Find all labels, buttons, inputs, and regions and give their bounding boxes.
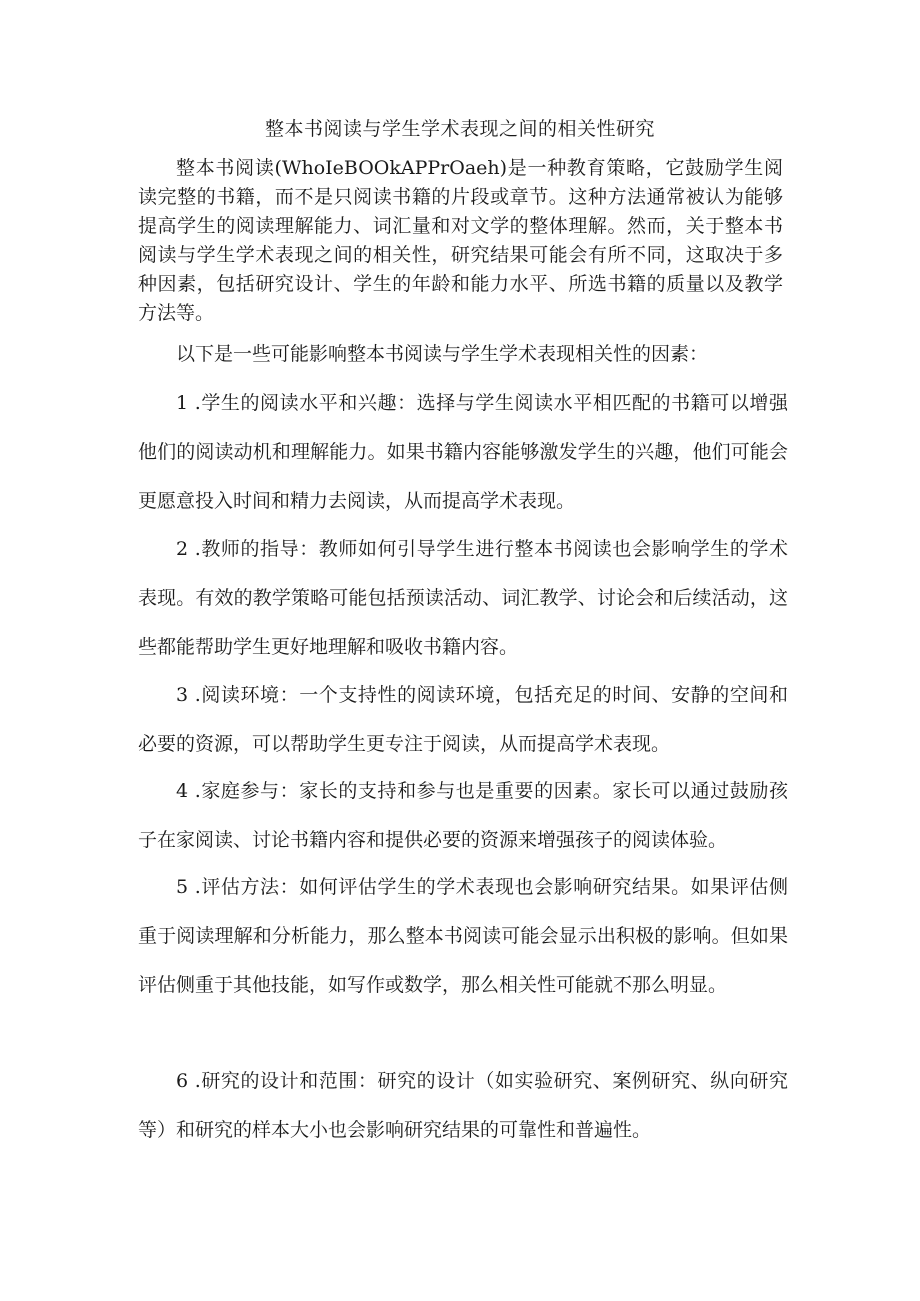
factor-number: 5: [176, 876, 189, 898]
factor-item-5: 5 .评估方法：如何评估学生的学术表现也会影响研究结果。如果评估侧重于阅读理解和分析能力，那么整本书阅读可能会显示出积极的影响。但如果评估侧重于其他技能，如写作或数学，那么相关性可能就不那么明显。: [138, 876, 788, 996]
factor-text: 研究的设计和范围：研究的设计（如实验研究、案例研究、纵向研究等）和研究的样本大小也会影响研究结果的可靠性和普遍性。: [138, 1070, 788, 1141]
factor-text: 评估方法：如何评估学生的学术表现也会影响研究结果。如果评估侧重于阅读理解和分析能力，那么整本书阅读可能会显示出积极的影响。但如果评估侧重于其他技能，如写作或数学，那么相关性可能就不那么明显。: [138, 876, 788, 996]
factor-text: 阅读环境：一个支持性的阅读环境，包括充足的时间、安静的空间和必要的资源，可以帮助学生更专注于阅读，从而提高学术表现。: [138, 684, 788, 755]
intro-paragraph: 整本书阅读(WhoIeBOOkAPPrOaeh)是一种教育策略，它鼓励学生阅读完整的书籍，而不是只阅读书籍的片段或章节。这种方法通常被认为能够提高学生的阅读理解能力、词汇量和对文学的整体理解。然而，关于整本书阅读与学生学术表现之间的相关性，研究结果可能会有所不同，这取决于多种因素，包括研究设计、学生的年龄和能力水平、所选书籍的质量以及教学方法等。: [138, 157, 783, 324]
factor-number: 2: [176, 538, 189, 560]
factors-lead-sentence: 以下是一些可能影响整本书阅读与学生学术表现相关性的因素：: [176, 343, 709, 365]
factor-number: 6: [176, 1070, 189, 1092]
factor-item-3: 3 .阅读环境：一个支持性的阅读环境，包括充足的时间、安静的空间和必要的资源，可以帮助学生更专注于阅读，从而提高学术表现。: [138, 684, 788, 755]
factor-item-4: 4 .家庭参与：家长的支持和参与也是重要的因素。家长可以通过鼓励孩子在家阅读、讨论书籍内容和提供必要的资源来增强孩子的阅读体验。: [138, 780, 788, 851]
factor-text: 学生的阅读水平和兴趣：选择与学生阅读水平相匹配的书籍可以增强他们的阅读动机和理解能力。如果书籍内容能够激发学生的兴趣，他们可能会更愿意投入时间和精力去阅读，从而提高学术表现。: [138, 392, 788, 512]
factor-item-2: 2 .教师的指导：教师如何引导学生进行整本书阅读也会影响学生的学术表现。有效的教学策略可能包括预读活动、词汇教学、讨论会和后续活动，这些都能帮助学生更好地理解和吸收书籍内容。: [138, 538, 788, 658]
factor-item-6: 6 .研究的设计和范围：研究的设计（如实验研究、案例研究、纵向研究等）和研究的样本大小也会影响研究结果的可靠性和普遍性。: [138, 1070, 788, 1141]
factor-text: 家庭参与：家长的支持和参与也是重要的因素。家长可以通过鼓励孩子在家阅读、讨论书籍内容和提供必要的资源来增强孩子的阅读体验。: [138, 780, 788, 851]
document-title: 整本书阅读与学生学术表现之间的相关性研究: [264, 118, 655, 140]
factor-number: 4: [176, 780, 189, 802]
factor-number: 1: [176, 392, 189, 414]
factor-text: 教师的指导：教师如何引导学生进行整本书阅读也会影响学生的学术表现。有效的教学策略可能包括预读活动、词汇教学、讨论会和后续活动，这些都能帮助学生更好地理解和吸收书籍内容。: [138, 538, 788, 658]
factor-number: 3: [176, 684, 189, 706]
factor-item-1: 1 .学生的阅读水平和兴趣：选择与学生阅读水平相匹配的书籍可以增强他们的阅读动机和理解能力。如果书籍内容能够激发学生的兴趣，他们可能会更愿意投入时间和精力去阅读，从而提高学术表现。: [138, 392, 788, 512]
